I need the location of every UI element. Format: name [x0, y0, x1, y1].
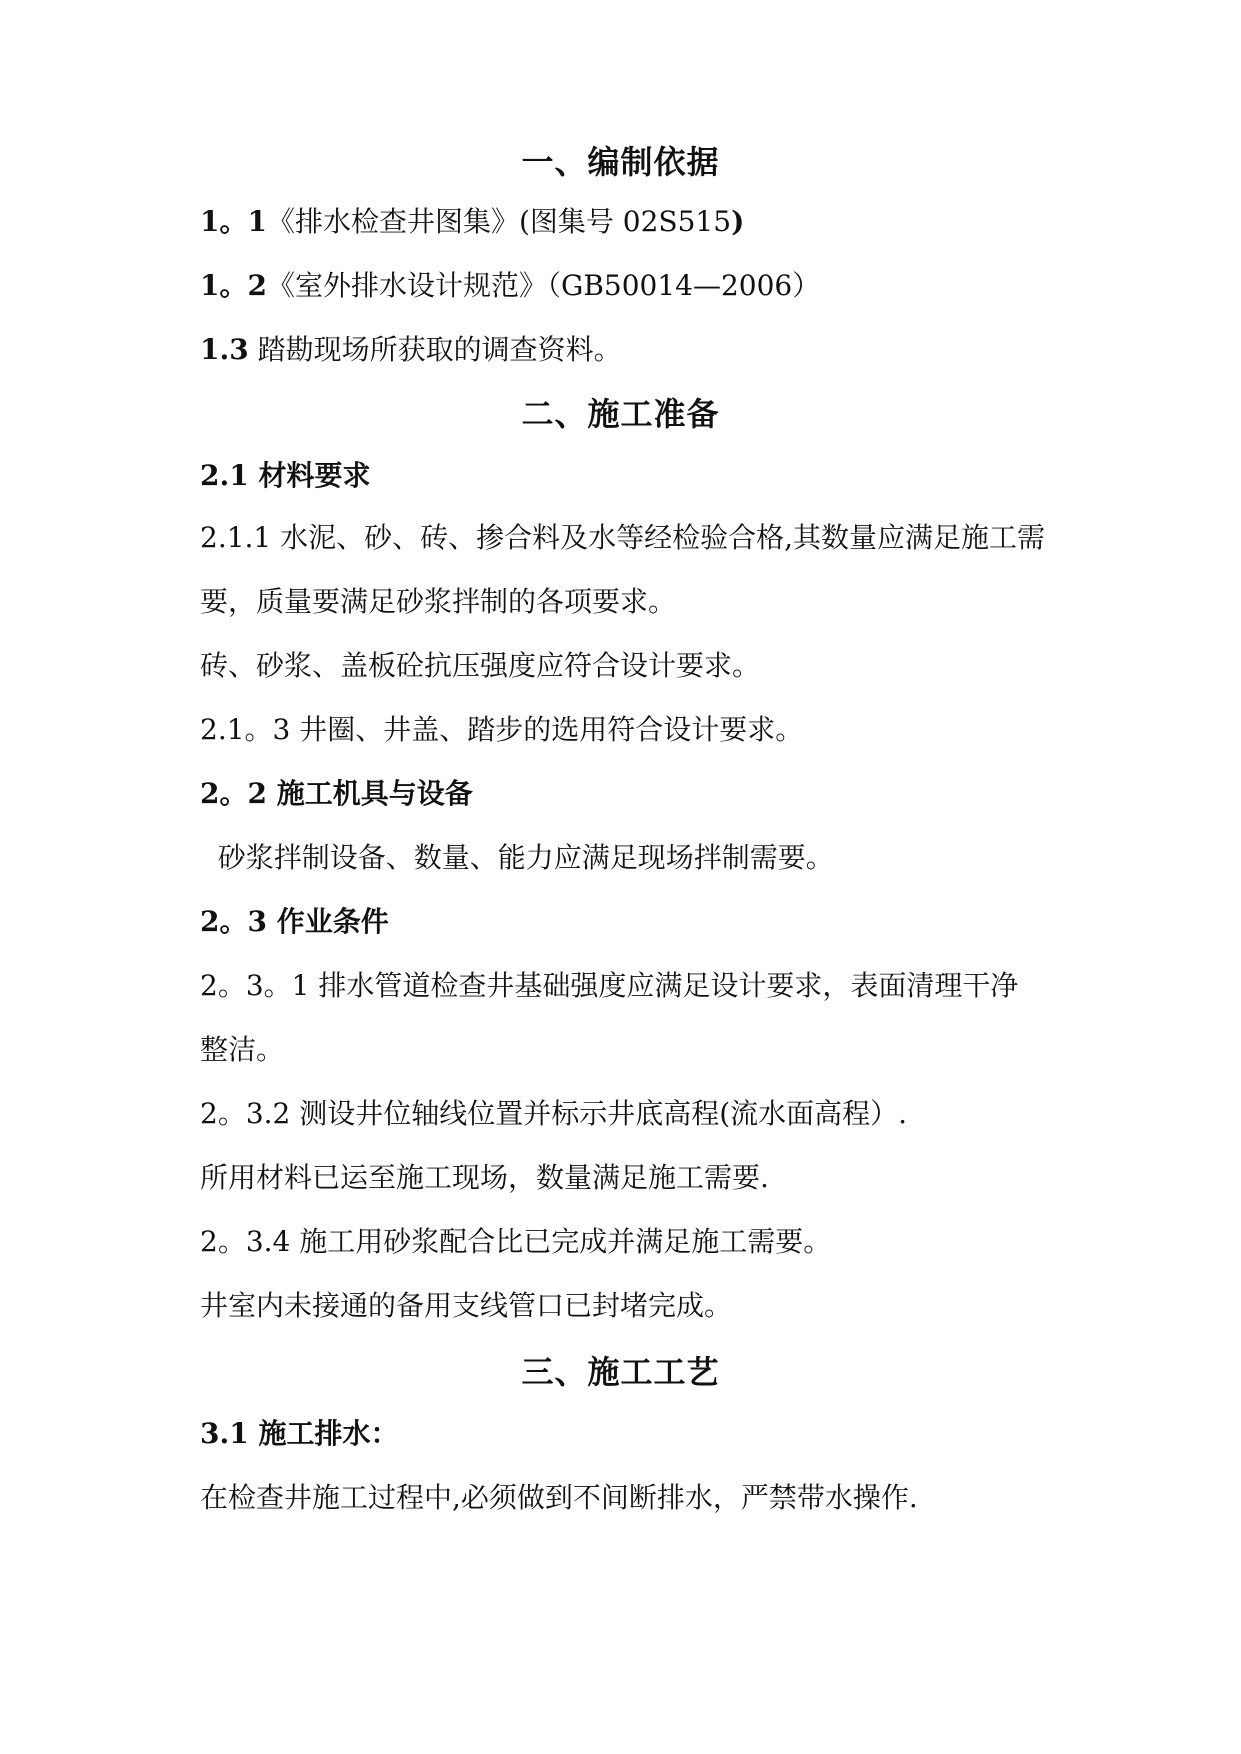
item-text: 《排水检查井图集》(图集号 02S515	[266, 205, 732, 238]
paragraph: 砖、砂浆、盖板砼抗压强度应符合设计要求。	[200, 649, 761, 682]
item-number: 1。2	[200, 269, 267, 302]
paragraph	[200, 330, 622, 370]
paragraph: 在检查井施工过程中,必须做到不间断排水，严禁带水操作.	[200, 1481, 918, 1514]
paragraph	[200, 202, 744, 242]
paragraph: 井室内未接通的备用支线管口已封堵完成。	[200, 1289, 733, 1322]
section-heading: 二、施工准备	[521, 395, 720, 433]
item-number: 1.3	[200, 333, 249, 366]
paragraph: 2。3。1 排水管道检查井基础强度应满足设计要求，表面清理干净	[200, 969, 1019, 1002]
subsection-heading: 2。2 施工机具与设备	[200, 777, 473, 810]
paragraph: 2。3.2 测设井位轴线位置并标示井底高程(流水面高程）.	[200, 1097, 908, 1130]
paragraph: 所用材料已运至施工现场，数量满足施工需要.	[200, 1161, 769, 1194]
item-text: 《室外排水设计规范》（GB50014—2006）	[266, 269, 821, 302]
subsection-heading: 3.1 施工排水：	[200, 1417, 399, 1450]
paragraph: 要，质量要满足砂浆拌制的各项要求。	[200, 585, 677, 618]
paragraph: 2.1。3 井圈、井盖、踏步的选用符合设计要求。	[200, 713, 804, 746]
item-text: 踏勘现场所获取的调查资料。	[248, 333, 622, 366]
subsection-heading: 2.1 材料要求	[200, 459, 371, 492]
paragraph: 砂浆拌制设备、数量、能力应满足现场拌制需要。	[200, 841, 834, 874]
paragraph: 整洁。	[200, 1033, 285, 1066]
section-heading: 三、施工工艺	[521, 1353, 720, 1391]
paragraph	[200, 266, 820, 306]
section-heading: 一、编制依据	[521, 143, 720, 181]
subsection-heading: 2。3 作业条件	[200, 905, 389, 938]
paragraph: 2.1.1 水泥、砂、砖、掺合料及水等经检验合格,其数量应满足施工需	[200, 521, 1046, 554]
item-number: 1。1	[200, 205, 267, 238]
paragraph: 2。3.4 施工用砂浆配合比已完成并满足施工需要。	[200, 1225, 832, 1258]
item-tail: )	[731, 205, 745, 238]
